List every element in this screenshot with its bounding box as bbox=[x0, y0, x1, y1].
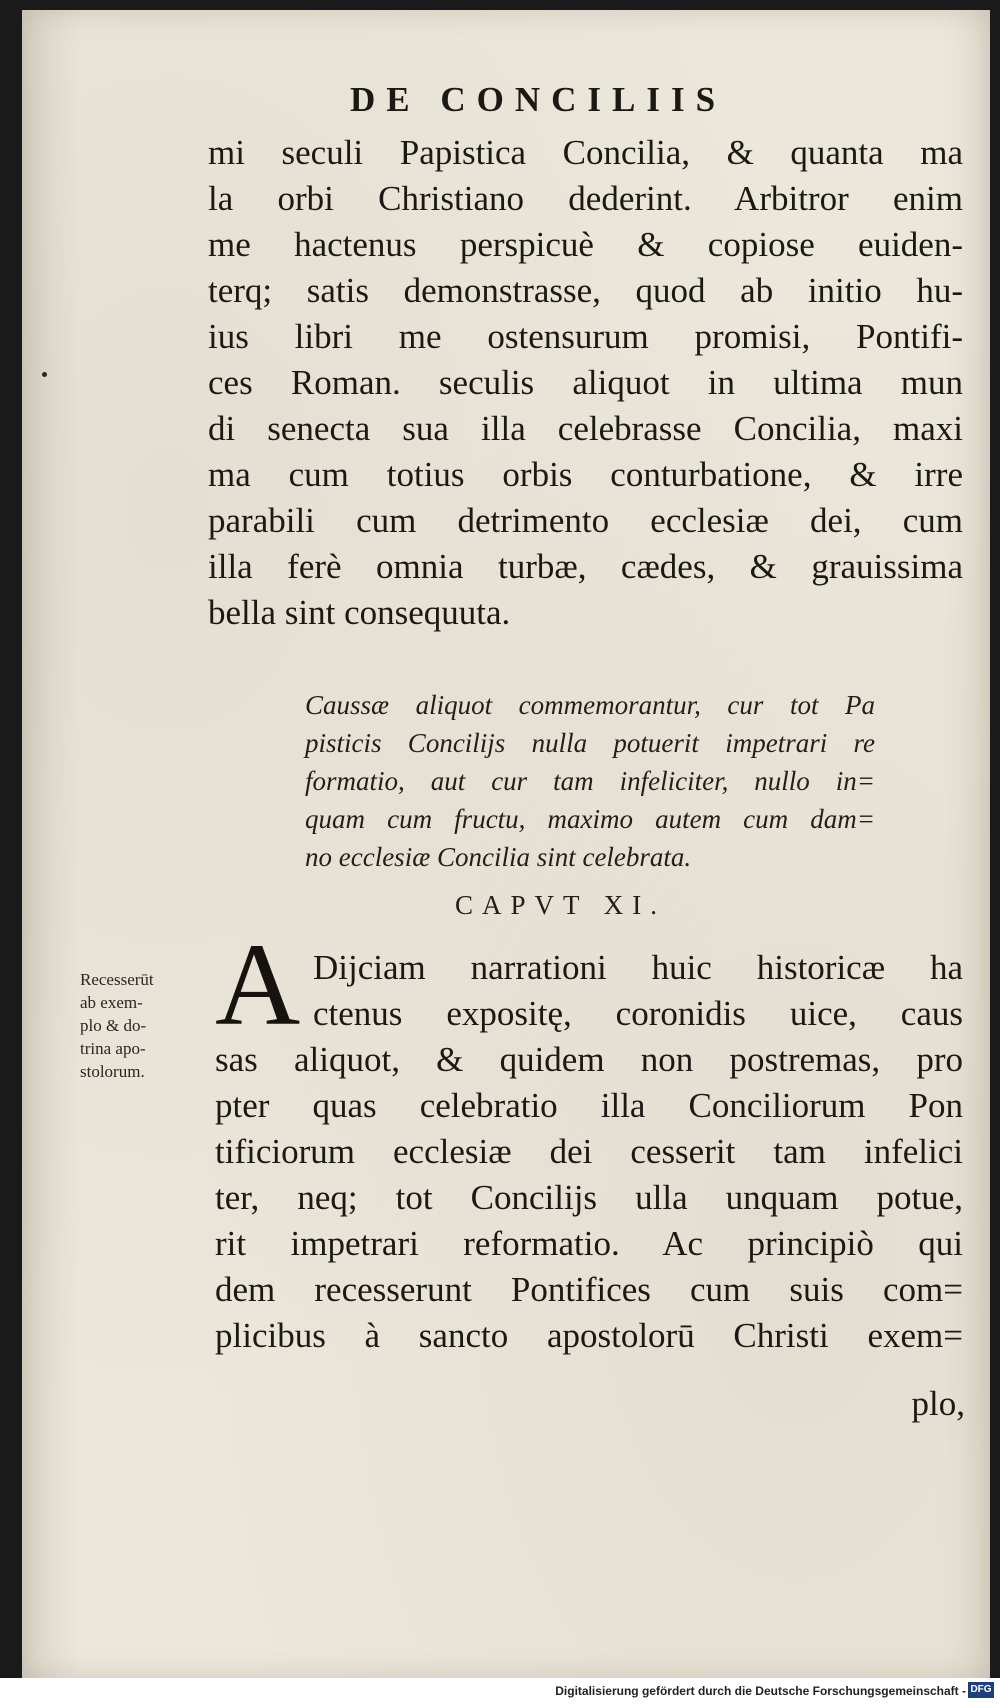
margin-note-line: ab exem- bbox=[80, 993, 143, 1012]
funding-credit: Digitalisierung gefördert durch die Deutsche Forschungsgemeinschaft - bbox=[555, 1684, 966, 1698]
text-line: la orbi Christiano dederint. Arbitror enim bbox=[208, 179, 963, 218]
text-line: terq; satis demonstrasse, quod ab initio hu- bbox=[208, 271, 963, 310]
text-line: parabili cum detrimento ecclesiæ dei, cum bbox=[208, 501, 963, 540]
text-line: rit impetrari reformatio. Ac principiò qui bbox=[215, 1224, 963, 1263]
paragraph-1 bbox=[208, 130, 963, 636]
margin-note bbox=[80, 968, 210, 1083]
text-line: ces Roman. seculis aliquot in ultima mun bbox=[208, 363, 963, 402]
text-line: pter quas celebratio illa Conciliorum Pon bbox=[215, 1086, 963, 1125]
chapter-heading: CAPVT XI. bbox=[455, 890, 667, 920]
margin-note-line: Recesserūt bbox=[80, 970, 154, 989]
text-line: ctenus expositę, coronidis uice, caus bbox=[313, 994, 963, 1033]
text-line: ma cum totius orbis conturbatione, & irre bbox=[208, 455, 963, 494]
text-line: illa ferè omnia turbæ, cædes, & grauissima bbox=[208, 547, 963, 586]
text-line: plicibus à sancto apostolorū Christi exem= bbox=[215, 1316, 963, 1355]
text-line: dem recesserunt Pontifices cum suis com= bbox=[215, 1270, 963, 1309]
drop-cap: A bbox=[215, 919, 301, 1050]
catchword: plo, bbox=[911, 1384, 965, 1423]
margin-note-line: trina apo- bbox=[80, 1039, 146, 1058]
running-head: DE CONCILIIS bbox=[350, 80, 727, 119]
paragraph-2 bbox=[215, 945, 963, 1359]
text-line: ius libri me ostensurum promisi, Pontifi- bbox=[208, 317, 963, 356]
text-line: sas aliquot, & quidem non postremas, pro bbox=[215, 1040, 963, 1079]
summary-line: formatio, aut cur tam infeliciter, nullo in= bbox=[305, 766, 875, 796]
dfg-logo-icon: DFG bbox=[968, 1682, 994, 1698]
text-line: bella sint consequuta. bbox=[208, 593, 511, 632]
margin-note-line: stolorum. bbox=[80, 1062, 145, 1081]
ink-speck bbox=[42, 372, 47, 377]
summary-line: quam cum fructu, maximo autem cum dam= bbox=[305, 804, 875, 834]
text-line: Dijciam narrationi huic historicæ ha bbox=[313, 948, 963, 987]
summary-line: pisticis Concilijs nulla potuerit impetrari re bbox=[305, 728, 875, 758]
summary-line: Caussæ aliquot commemorantur, cur tot Pa bbox=[305, 690, 875, 720]
summary-line: no ecclesiæ Concilia sint celebrata. bbox=[305, 842, 692, 872]
text-line: mi seculi Papistica Concilia, & quanta ma bbox=[208, 133, 963, 172]
text-line: di senecta sua illa celebrasse Concilia, maxi bbox=[208, 409, 963, 448]
text-line: tificiorum ecclesiæ dei cesserit tam infelici bbox=[215, 1132, 963, 1171]
chapter-summary bbox=[305, 686, 875, 876]
text-line: ter, neq; tot Concilijs ulla unquam potue, bbox=[215, 1178, 963, 1217]
margin-note-line: plo & do- bbox=[80, 1016, 147, 1035]
text-line: me hactenus perspicuè & copiose euiden- bbox=[208, 225, 963, 264]
